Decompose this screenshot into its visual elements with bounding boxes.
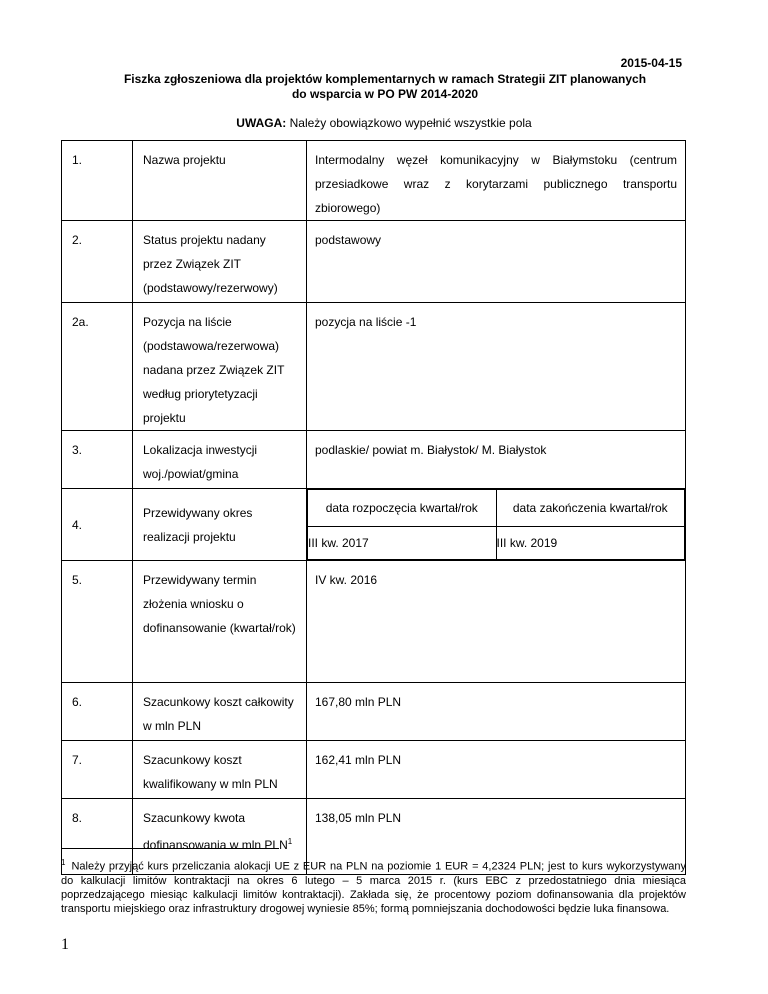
row-label: Szacunkowy koszt całkowity w mln PLN xyxy=(133,683,307,741)
notice xyxy=(0,116,768,130)
row-number: 2a. xyxy=(62,303,133,431)
table-row xyxy=(62,141,686,221)
row-label-text: Szacunkowy kwota dofinansowania w mln PLN xyxy=(143,811,288,852)
row-value: Intermodalny węzeł komunikacyjny w Białymstoku (centrum przesiadkowe wraz z korytarzami publicznego transportu zbiorowego) xyxy=(307,141,686,221)
row-value: IV kw. 2016 xyxy=(307,561,686,683)
row-number: 4. xyxy=(62,489,133,561)
row-label: Status projektu nadany przez Związek ZIT (podstawowy/rezerwowy) xyxy=(133,221,307,303)
row-number: 8. xyxy=(62,799,133,875)
row-label: Nazwa projektu xyxy=(133,141,307,221)
table-row xyxy=(62,303,686,431)
row-number: 5. xyxy=(62,561,133,683)
start-date-header: data rozpoczęcia kwartał/rok xyxy=(308,490,497,527)
title-line-1: Fiszka zgłoszeniowa dla projektów komplementarnych w ramach Strategii ZIT planowanych xyxy=(123,72,647,86)
row-value: 138,05 mln PLN xyxy=(307,799,686,875)
notice-text: Należy obowiązkowo wypełnić wszystkie pola xyxy=(286,116,532,130)
end-date-value: III kw. 2019 xyxy=(496,527,685,560)
document-date: 2015-04-15 xyxy=(620,56,682,70)
row-label: Przewidywany okres realizacji projektu xyxy=(133,489,307,561)
footnote xyxy=(61,856,686,916)
period-header-row xyxy=(308,490,685,527)
document-title xyxy=(60,72,710,102)
page-number: 1 xyxy=(61,936,69,953)
table-row xyxy=(62,431,686,489)
row-label: Pozycja na liście (podstawowa/rezerwowa) nadana przez Związek ZIT według priorytetyzacji projektu xyxy=(133,303,307,431)
start-date-value: III kw. 2017 xyxy=(308,527,497,560)
row-value: 167,80 mln PLN xyxy=(307,683,686,741)
footnote-reference: 1 xyxy=(287,837,293,846)
row-number: 3. xyxy=(62,431,133,489)
row-value: 162,41 mln PLN xyxy=(307,741,686,799)
row-value: podlaskie/ powiat m. Białystok/ M. Białystok xyxy=(307,431,686,489)
period-cell xyxy=(307,489,686,561)
table-row xyxy=(62,561,686,683)
project-form-table xyxy=(61,140,686,875)
table-row xyxy=(62,221,686,303)
table-row xyxy=(62,741,686,799)
end-date-header: data zakończenia kwartał/rok xyxy=(496,490,685,527)
row-number: 6. xyxy=(62,683,133,741)
period-subtable xyxy=(307,489,685,560)
footnote-separator xyxy=(61,848,279,849)
row-value: pozycja na liście -1 xyxy=(307,303,686,431)
row-label: Szacunkowy koszt kwalifikowany w mln PLN xyxy=(133,741,307,799)
title-line-2: do wsparcia w PO PW 2014-2020 xyxy=(291,87,479,101)
row-value: podstawowy xyxy=(307,221,686,303)
row-label: Przewidywany termin złożenia wniosku o dofinansowanie (kwartał/rok) xyxy=(133,561,307,683)
row-label: Lokalizacja inwestycji woj./powiat/gmina xyxy=(133,431,307,489)
row-number: 7. xyxy=(62,741,133,799)
notice-label: UWAGA: xyxy=(236,116,287,130)
footnote-marker: 1 xyxy=(61,858,66,867)
table-row xyxy=(62,683,686,741)
table-row xyxy=(62,489,686,561)
row-number: 1. xyxy=(62,141,133,221)
footnote-text: Należy przyjąć kurs przeliczania alokacji UE z EUR na PLN na poziomie 1 EUR = 4,2324 PLN; jest to kurs wykorzystywany do kalkulacji limitów kontraktacji na okres 6 lutego – 5 marca 2015 r. (kurs EBC z przedostatniego dnia miesiąca poprzedzającego miesiąc kalkulacji limitów kontraktacji). Zakłada się, że procentowy poziom dofinansowania dla projektów transportu miejskiego oraz infrastruktury drogowej wyniesie 85%; formą pomniejszania dochodowości będzie luka finansowa. xyxy=(61,860,686,915)
period-value-row xyxy=(308,527,685,560)
row-number: 2. xyxy=(62,221,133,303)
